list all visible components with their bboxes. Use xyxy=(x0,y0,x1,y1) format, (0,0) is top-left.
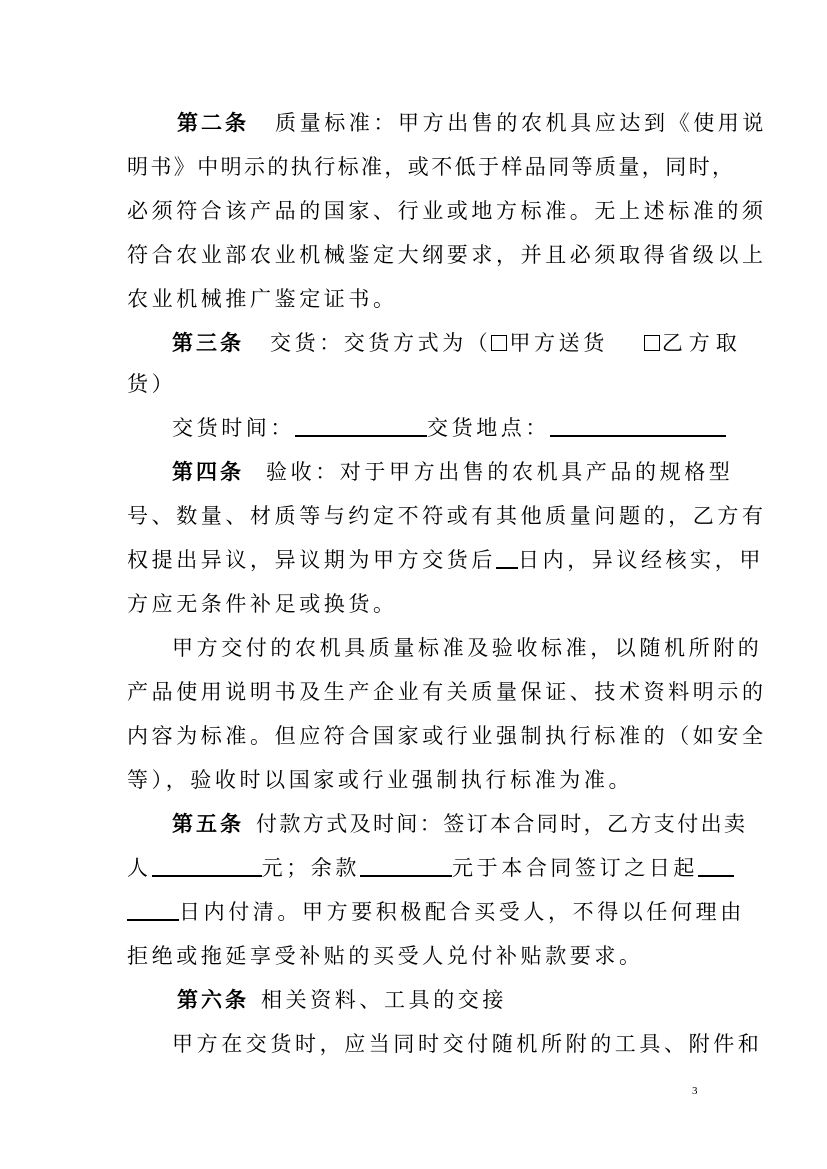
balance-amount-blank[interactable] xyxy=(360,851,452,877)
art5-text-2a: 人 xyxy=(127,856,152,880)
art5-text-2c: 元于本合同签订之日起 xyxy=(452,856,699,880)
art4-text-3a: 权提出异议，异议期为甲方交货后 xyxy=(127,548,496,572)
option-seller-delivery: 甲方送货 xyxy=(509,331,608,355)
art4-para2-text-4: 等），验收时以国家或行业强制执行标准为准。 xyxy=(127,768,634,792)
payment-days-blank-part2[interactable] xyxy=(127,895,179,921)
art4-para2-text-1: 甲方交付的农机具质量标准及验收标准，以随机所附的 xyxy=(172,636,763,660)
art5-line-4 xyxy=(0,936,827,976)
art5-text-1: 付款方式及时间：签订本合同时，乙方支付出卖 xyxy=(256,812,748,836)
art2-line-5 xyxy=(0,279,827,319)
delivery-time-blank[interactable] xyxy=(295,411,427,437)
art4-text-4: 方应无条件补足或换货。 xyxy=(127,592,398,616)
art3-text-2: 货） xyxy=(127,372,177,396)
art4-text-2: 号、数量、材质等与约定不符或有其他质量问题的，乙方有 xyxy=(127,504,767,528)
art3-heading: 第三条 xyxy=(172,330,244,355)
page-number: 3 xyxy=(692,1085,698,1097)
art5-line-3 xyxy=(0,892,827,932)
art4-heading: 第四条 xyxy=(172,459,244,484)
art2-line-2 xyxy=(0,147,827,187)
art4-text-3b: 日内，异议经核实，甲 xyxy=(518,548,764,572)
art3-line-3 xyxy=(0,408,827,448)
art6-line-2 xyxy=(0,1024,827,1064)
art3-line-2 xyxy=(0,364,827,404)
art2-text-5: 农业机械推广鉴定证书。 xyxy=(127,287,398,311)
art5-heading: 第五条 xyxy=(172,811,244,836)
objection-days-blank[interactable] xyxy=(496,543,518,569)
art6-text-1: 甲方在交货时，应当同时交付随机所附的工具、附件和 xyxy=(172,1032,763,1056)
art6-title: 相关资料、工具的交接 xyxy=(261,988,507,1012)
art4-para2-line-2 xyxy=(0,672,827,712)
art2-line-1 xyxy=(0,103,827,143)
art4-line-2 xyxy=(0,496,827,536)
art4-para2-line-3 xyxy=(0,716,827,756)
delivery-time-label: 交货时间： xyxy=(172,416,295,440)
art6-line-1 xyxy=(0,980,827,1020)
art2-text-1: 质量标准：甲方出售的农机具应达到《使用说 xyxy=(275,111,767,135)
payment-amount-blank[interactable] xyxy=(152,851,262,877)
art2-text-4: 符合农业部农业机械鉴定大纲要求，并且必须取得省级以上 xyxy=(127,243,767,267)
art4-line-3 xyxy=(0,540,827,580)
delivery-place-blank[interactable] xyxy=(550,411,726,437)
art2-text-3: 必须符合该产品的国家、行业或地方标准。无上述标准的须 xyxy=(127,199,767,223)
option-buyer-pickup: 乙方取 xyxy=(661,331,743,355)
art4-para2-line-4 xyxy=(0,760,827,800)
art3-line-1 xyxy=(0,323,827,363)
art4-para2-line-1 xyxy=(0,628,827,668)
payment-days-blank-part1[interactable] xyxy=(698,851,734,877)
art5-text-4: 拒绝或拖延享受补贴的买受人兑付补贴款要求。 xyxy=(127,944,644,968)
checkbox-buyer-pickup[interactable] xyxy=(644,335,660,351)
art4-line-4 xyxy=(0,584,827,624)
art2-heading: 第二条 xyxy=(177,110,249,135)
art4-para2-text-3: 内容为标准。但应符合国家或行业强制执行标准的（如安全 xyxy=(127,724,767,748)
delivery-place-label: 交货地点： xyxy=(427,416,550,440)
art5-line-2 xyxy=(0,848,827,888)
art4-line-1 xyxy=(0,452,827,492)
art2-line-4 xyxy=(0,235,827,275)
art5-text-2b: 元；余款 xyxy=(261,856,361,880)
art4-text-1: 验收：对于甲方出售的农机具产品的规格型 xyxy=(266,460,734,484)
art5-text-3: 日内付清。甲方要积极配合买受人，不得以任何理由 xyxy=(179,900,745,924)
art3-text-1: 交货：交货方式为（ xyxy=(270,331,492,355)
art4-para2-text-2: 产品使用说明书及生产企业有关质量保证、技术资料明示的 xyxy=(127,680,767,704)
art5-line-1 xyxy=(0,804,827,844)
art6-heading: 第六条 xyxy=(177,987,249,1012)
art2-text-2: 明书》中明示的执行标准，或不低于样品同等质量，同时， xyxy=(127,155,736,179)
art2-line-3 xyxy=(0,191,827,231)
checkbox-seller-delivery[interactable] xyxy=(491,335,507,351)
